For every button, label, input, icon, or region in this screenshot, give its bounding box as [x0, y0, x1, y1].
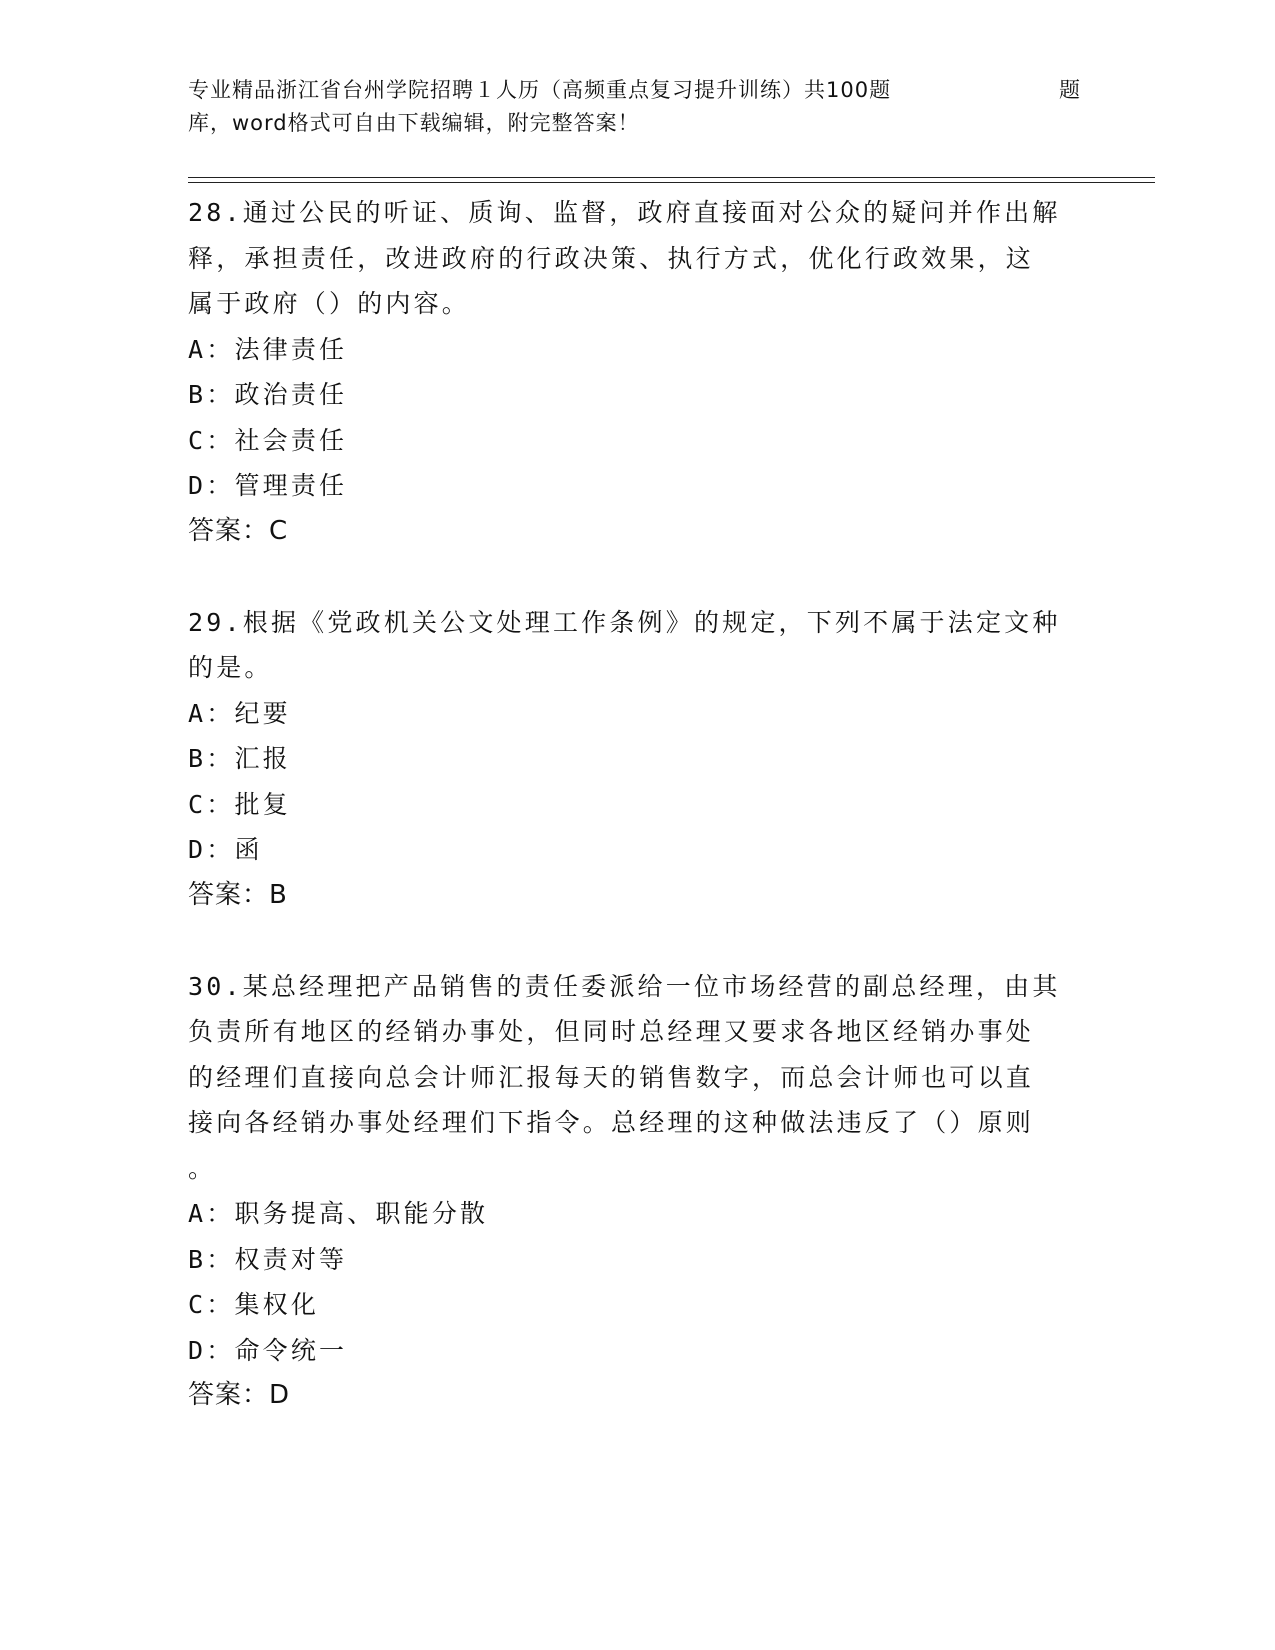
header-title-part1: 专业精品浙江省台州学院招聘１人历（高频重点复习提升训练）共100题 — [188, 78, 892, 102]
option-d: D：命令统一 — [188, 1335, 348, 1365]
option-d: D：函 — [188, 835, 263, 864]
stem-line: 。 — [188, 1153, 217, 1183]
header-title-overflow: 题 — [1059, 78, 1081, 102]
question-list — [188, 190, 1088, 1419]
header-line-2: 库，word格式可自由下载编辑，附完整答案！ — [188, 111, 640, 135]
option-a: A：纪要 — [188, 698, 291, 728]
stem-line: 30.某总经理把产品销售的责任委派给一位市场经营的副总经理，由其 — [188, 971, 1061, 1001]
option-a: A：职务提高、职能分散 — [188, 1199, 489, 1228]
header-divider-top — [188, 177, 1155, 178]
stem-line: 的是。 — [188, 653, 273, 682]
option-c: C：集权化 — [188, 1290, 320, 1319]
question-stem — [188, 964, 1088, 1192]
header-line-1 — [188, 74, 1080, 107]
option-d: D：管理责任 — [188, 471, 348, 500]
question-stem — [188, 190, 1088, 327]
option-c: C：批复 — [188, 789, 291, 819]
header-divider-bottom — [188, 182, 1155, 183]
stem-line: 的经理们直接向总会计师汇报每天的销售数字，而总会计师也可以直 — [188, 1062, 1035, 1092]
question-stem — [188, 600, 1088, 691]
question-30 — [188, 964, 1088, 1419]
option-a: A：法律责任 — [188, 334, 348, 364]
stem-line: 29.根据《党政机关公文处理工作条例》的规定，下列不属于法定文种 — [188, 607, 1061, 637]
stem-line: 负责所有地区的经销办事处，但同时总经理又要求各地区经销办事处 — [188, 1017, 1035, 1046]
option-b: B：权责对等 — [188, 1244, 348, 1274]
option-b: B：汇报 — [188, 744, 291, 773]
stem-line: 属于政府（）的内容。 — [188, 289, 471, 318]
answer: 答案：D — [188, 1380, 291, 1410]
answer: 答案：C — [188, 515, 289, 546]
stem-line: 释，承担责任，改进政府的行政决策、执行方式，优化行政效果，这 — [188, 243, 1035, 273]
question-29 — [188, 600, 1088, 919]
question-spacer — [188, 554, 1088, 600]
option-b: B：政治责任 — [188, 380, 348, 409]
stem-line: 28.通过公民的听证、质询、监督，政府直接面对公众的疑问并作出解 — [188, 198, 1061, 227]
option-c: C：社会责任 — [188, 425, 348, 455]
stem-line: 接向各经销办事处经理们下指令。总经理的这种做法违反了（）原则 — [188, 1108, 1035, 1137]
answer: 答案：B — [188, 879, 288, 910]
question-28 — [188, 190, 1088, 554]
question-spacer — [188, 918, 1088, 964]
document-header — [188, 74, 1080, 140]
